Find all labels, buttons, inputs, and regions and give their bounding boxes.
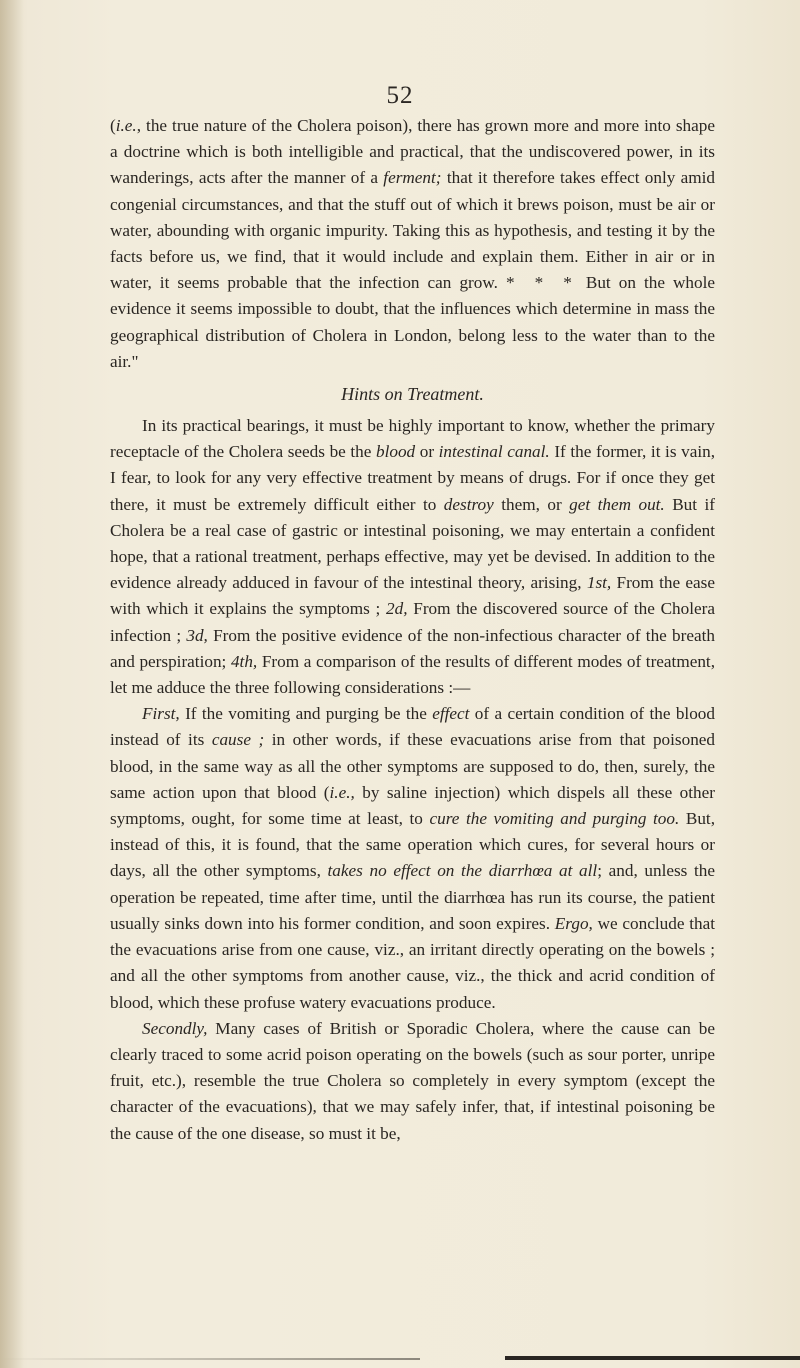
text-run: In its practical bearings, it must be highly important to know, whether the primary receptacle of the Cholera seeds be the [110, 416, 715, 462]
italic-takes-no-effect: takes no effect on the diarrhœa at all [327, 861, 598, 881]
italic-intestinal-canal: intestinal canal. [438, 442, 550, 462]
page-number: 52 [386, 82, 414, 109]
italic-first: First, [142, 704, 180, 724]
text-run: in other words, if these evacuations arise from that poisoned blood, in the same way as all the other symptoms are supposed to do, then, surely, the same action upon that blood ( [110, 730, 716, 802]
text-run: From the ease with which it explains the symptoms ; [110, 573, 715, 619]
italic-secondly: Secondly, [142, 1018, 208, 1038]
italic-ordinal: 4th, [230, 651, 258, 671]
italic-ordinal: 3d, [186, 625, 208, 645]
text-run: , the true nature of the Cholera poison), there has grown more and more into shape a doctrine which is both intelligible and practical, that the undiscovered power, in its wanderings, acts after the manner of a [110, 116, 715, 188]
text-run: But, instead of this, it is found, that the same operation which cures, for several hours or days, all the other symptoms, [110, 809, 715, 881]
paragraph-first-consideration [110, 701, 715, 1015]
italic-cure: cure the vomiting and purging too. [429, 809, 680, 829]
text-run: From a comparison of the results of different modes of treatment, let me adduce the three following considerations :— [110, 651, 715, 698]
page-bottom-rule [505, 1356, 800, 1360]
paragraph-practical-bearings [110, 413, 715, 701]
text-run: or [415, 442, 439, 462]
italic-effect: effect [432, 704, 470, 724]
italic-ordinal: 1st, [586, 573, 612, 593]
italic-get-them-out: get them out. [569, 494, 665, 514]
text-run: that it therefore takes effect only amid congenial circumstances, and that the stuff out of which it brews poison, must be air or water, abounding with organic impurity. Taking this as hypothesis, and testing it by the facts before us, we find, that it would include and explain them. Either in air or in water, it seems probable that the infection can grow. [110, 168, 715, 293]
text-run: ( [110, 116, 116, 135]
text-run: But on the whole evidence it seems impossible to doubt, that the influences which determine in mass the geographical distribution of Cholera in London, belong less to the water than to the air." [110, 273, 715, 371]
italic-ferment: ferment; [383, 168, 442, 188]
text-run: ; and, unless the operation be repeated, time after time, until the diarrhœa has run its course, the patient usually sinks down into his former condition, and soon expires. [110, 861, 716, 933]
text-run: of a certain condition of the blood instead of its [110, 704, 715, 750]
binding-shadow [0, 0, 24, 1368]
italic-ie: i.e. [115, 116, 137, 135]
italic-destroy: destroy [443, 494, 494, 514]
italic-ergo: Ergo, [554, 913, 593, 933]
text-run: But if Cholera be a real case of gastric or intestinal poisoning, we may entertain a confident hope, that a rational treatment, perhaps effective, may yet be devised. In addition to the evidence already adduced in favour of the intestinal theory, arising, [110, 494, 715, 593]
paragraph-cholera-doctrine [110, 113, 715, 375]
text-run: by saline injection) which dispels all these other symptoms, ought, for some time at least, to [110, 782, 715, 829]
text-run: If the former, it is vain, I fear, to look for any very effective treatment by means of drugs. For if once they get there, it must be extremely difficult either to [110, 442, 716, 514]
text-run: From the positive evidence of the non-infectious character of the breath and perspiration; [110, 625, 715, 671]
italic-blood: blood [375, 442, 416, 462]
text-run: If the vomiting and purging be the [179, 704, 433, 724]
italic-ie: i.e., [329, 782, 355, 802]
text-run: Many cases of British or Sporadic Cholera, where the cause can be clearly traced to some acrid poison operating on the bowels (such as sour porter, unripe fruit, etc.), resemble the true Cholera so completely in every symptom (except the character of the evacuations), that we may safely infer, that, if intestinal poisoning be the cause of the one disease, so must it be, [110, 1018, 715, 1143]
italic-cause: cause ; [211, 730, 265, 750]
text-run: them, or [493, 494, 570, 514]
ellipsis-stars: * * * [505, 273, 578, 293]
paragraph-second-consideration [110, 1016, 715, 1147]
text-run: we conclude that the evacuations arise from one cause, viz., an irritant directly operating on the bowels ; and all the other symptoms from another cause, viz., the thick and acrid condition of blood, which these profuse watery evacuations produce. [110, 913, 715, 1012]
section-heading: Hints on Treatment. [341, 384, 484, 405]
text-run: From the discovered source of the Cholera infection ; [110, 599, 715, 645]
italic-ordinal: 2d, [386, 599, 408, 619]
body-text [110, 113, 715, 1147]
page-edge-shadow [0, 1358, 420, 1360]
